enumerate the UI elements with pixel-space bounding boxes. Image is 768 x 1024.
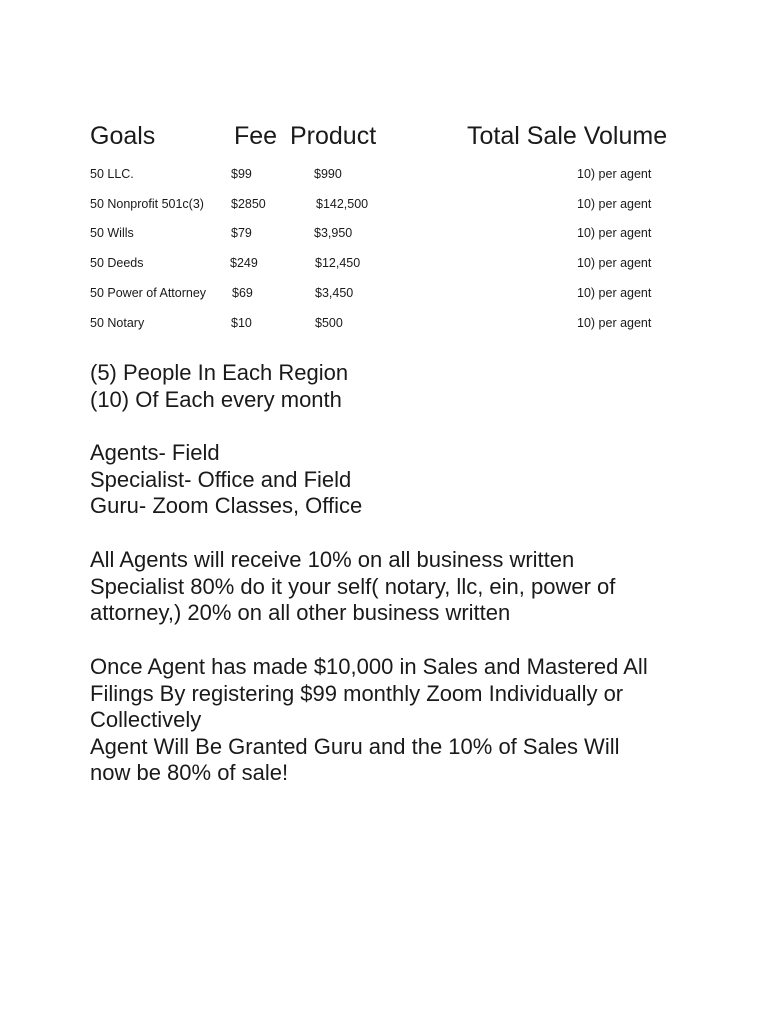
cell-goal: 50 Nonprofit 501c(3) (90, 197, 204, 211)
header-fee: Fee (234, 122, 278, 150)
role-specialist: Specialist- Office and Field (90, 466, 352, 492)
table-row (0, 164, 768, 184)
guru-line: now be 80% of sale! (90, 760, 289, 785)
region-paragraph (90, 360, 690, 413)
cell-volume: 10) per agent (577, 167, 652, 181)
guru-line: Agent Will Be Granted Guru and the 10% of Sales Will (90, 733, 620, 759)
cell-fee: $10 (231, 316, 252, 330)
header-goals: Goals (90, 122, 156, 150)
cell-goal: 50 LLC. (90, 167, 134, 181)
cell-goal: 50 Wills (90, 226, 134, 240)
cell-product: $3,950 (314, 226, 353, 240)
table-row (0, 194, 768, 214)
table-row (0, 283, 768, 303)
roles-paragraph (90, 440, 690, 520)
table-row (0, 223, 768, 243)
commission-line: attorney,) 20% on all other business written (90, 600, 511, 625)
cell-volume: 10) per agent (577, 256, 652, 270)
cell-goal: 50 Power of Attorney (90, 286, 207, 300)
cell-fee: $69 (232, 286, 253, 300)
cell-volume: 10) per agent (577, 226, 652, 240)
cell-product: $142,500 (316, 197, 369, 211)
cell-fee: $2850 (231, 197, 266, 211)
commission-line: Specialist 80% do it your self( notary, llc, ein, power of (90, 573, 616, 599)
guru-line: Once Agent has made $10,000 in Sales and Mastered All (90, 654, 648, 679)
cell-product: $990 (314, 167, 342, 181)
table-row (0, 313, 768, 333)
commission-paragraph (90, 547, 690, 627)
cell-volume: 10) per agent (577, 316, 652, 330)
cell-volume: 10) per agent (577, 286, 652, 300)
role-guru: Guru- Zoom Classes, Office (90, 493, 363, 518)
guru-line: Filings By registering $99 monthly Zoom Individually or (90, 680, 624, 706)
cell-goal: 50 Notary (90, 316, 145, 330)
table-row (0, 253, 768, 273)
header-product: Product (290, 122, 377, 150)
region-line: (10) Of Each every month (90, 386, 342, 412)
cell-goal: 50 Deeds (90, 256, 144, 270)
region-line: (5) People In Each Region (90, 360, 349, 385)
cell-product: $3,450 (315, 286, 354, 300)
guru-line: Collectively (90, 707, 202, 732)
cell-product: $12,450 (315, 256, 361, 270)
commission-line: All Agents will receive 10% on all business written (90, 547, 575, 572)
cell-volume: 10) per agent (577, 197, 652, 211)
cell-fee: $249 (230, 256, 258, 270)
role-agents: Agents- Field (90, 440, 220, 465)
guru-paragraph (90, 654, 690, 787)
cell-product: $500 (315, 316, 343, 330)
header-total-sale-volume: Total Sale Volume (467, 122, 668, 150)
cell-fee: $99 (231, 167, 252, 181)
cell-fee: $79 (231, 226, 252, 240)
